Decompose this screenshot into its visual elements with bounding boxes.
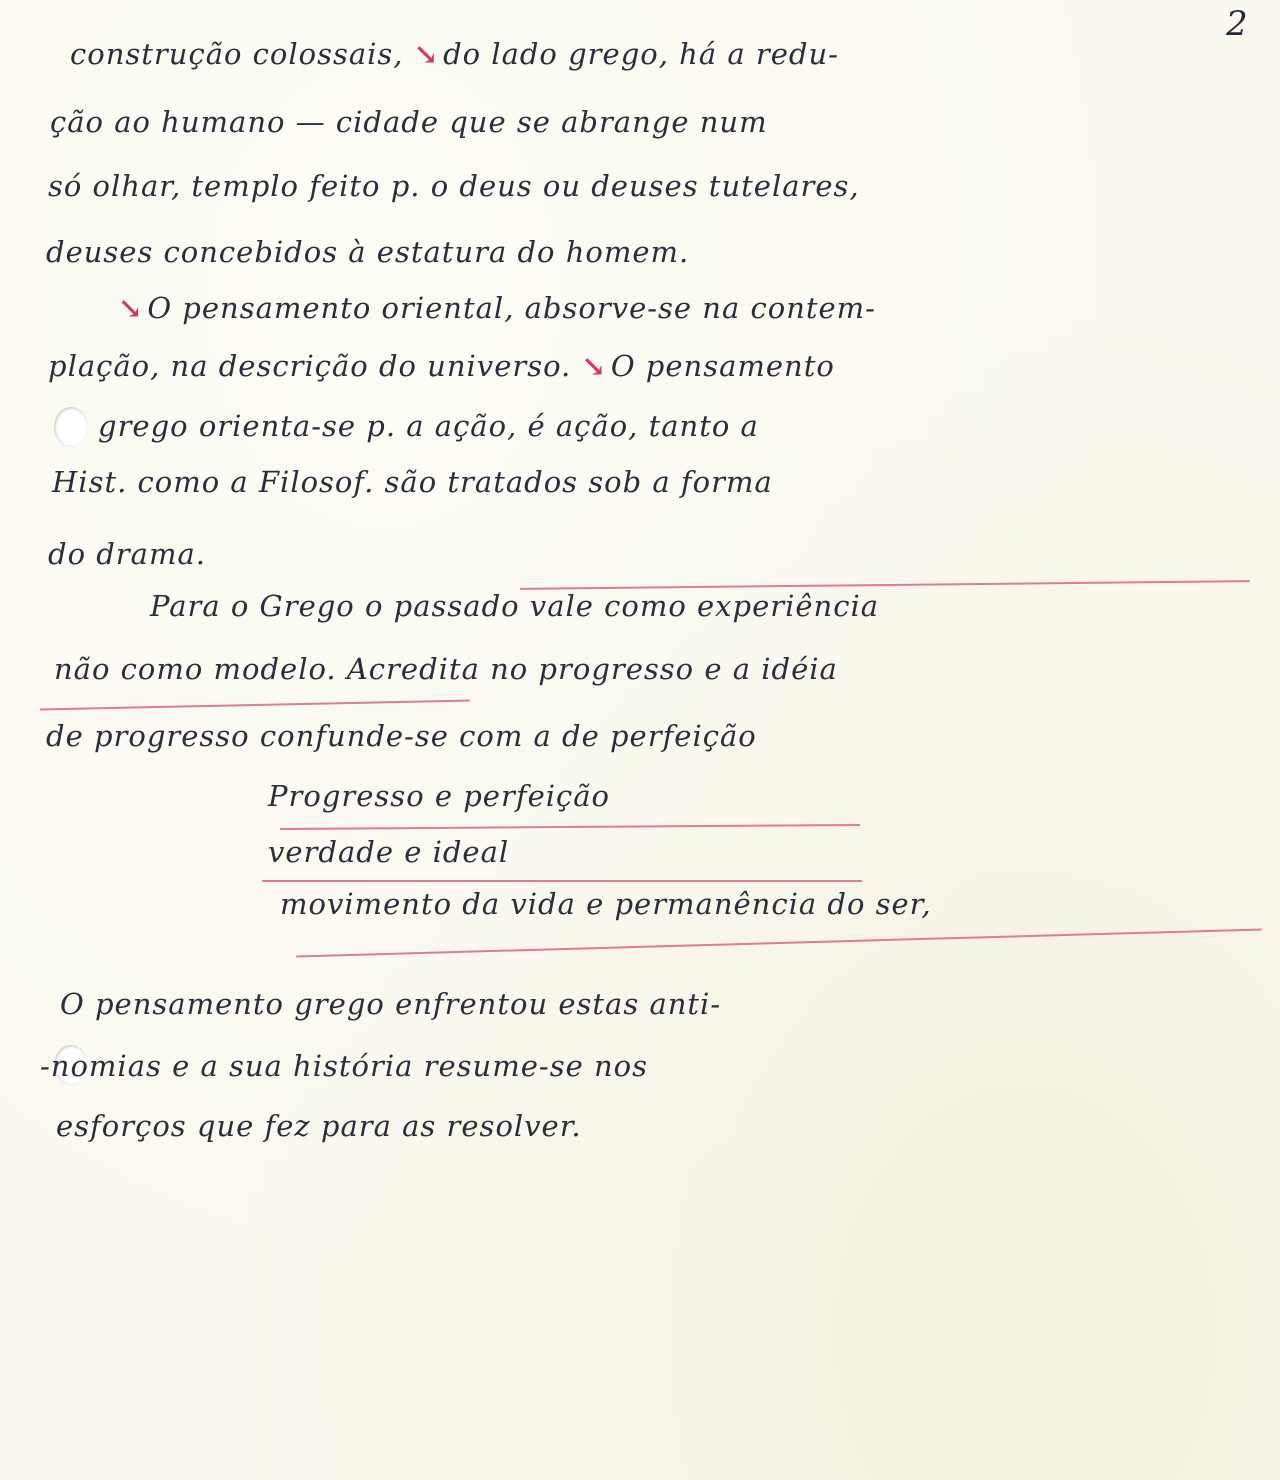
text-line (280, 887, 932, 921)
line-text: O pensamento grego enfrentou estas anti- (60, 987, 722, 1021)
text-line (46, 719, 757, 753)
text-line (70, 37, 839, 71)
line-text: Hist. como a Filosof. são tratados sob a forma (52, 465, 773, 499)
text-line (98, 409, 759, 443)
text-line (56, 1109, 582, 1143)
text-line (40, 1049, 648, 1083)
line-text: O pensamento oriental, absorve-se na contem- (147, 291, 876, 325)
line-text: movimento da vida e permanência do ser, (280, 887, 932, 921)
pink-underline (40, 699, 470, 710)
line-text: deuses concebidos à estatura do homem. (46, 235, 690, 269)
line-text: do drama. (48, 537, 206, 571)
line-text-continued: do lado grego, há a redu- (443, 37, 839, 71)
text-line (48, 349, 835, 383)
text-line (46, 235, 690, 269)
red-arrow-mark: ↘ (118, 291, 144, 325)
line-text: verdade e ideal (268, 835, 510, 869)
pink-underline (520, 580, 1250, 590)
text-line (60, 987, 722, 1021)
text-line (48, 169, 860, 203)
text-line (54, 652, 838, 686)
line-text: construção colossais, (70, 37, 414, 71)
text-line (268, 779, 610, 813)
line-text: não como modelo. Acredita no progresso e a idéia (54, 652, 838, 686)
red-arrow-mark: ↘ (581, 349, 607, 383)
line-text: plação, na descrição do universo. (48, 349, 582, 383)
pink-underline (262, 880, 862, 882)
pink-underline (280, 824, 860, 830)
line-text: Para o Grego o passado vale como experiência (150, 589, 880, 623)
line-text: de progresso confunde-se com a de perfeição (46, 719, 757, 753)
text-line (48, 537, 206, 571)
line-text: Progresso e perfeição (268, 779, 610, 813)
pink-underline (296, 929, 1262, 958)
line-text: esforços que fez para as resolver. (56, 1109, 582, 1143)
punch-hole (54, 407, 88, 447)
line-text-continued: O pensamento (610, 349, 835, 383)
red-arrow-mark: ↘ (413, 37, 440, 71)
page-number: 2 (1226, 4, 1248, 44)
line-text: só olhar, templo feito p. o deus ou deuses tutelares, (48, 169, 860, 203)
text-line (52, 465, 773, 499)
text-line (150, 589, 880, 623)
text-line (268, 835, 510, 869)
line-text: grego orienta-se p. a ação, é ação, tanto a (98, 409, 759, 443)
line-text: -nomias e a sua história resume-se nos (40, 1049, 648, 1083)
text-line (118, 291, 876, 325)
line-text: ção ao humano — cidade que se abrange num (50, 105, 768, 139)
text-line (50, 105, 768, 139)
